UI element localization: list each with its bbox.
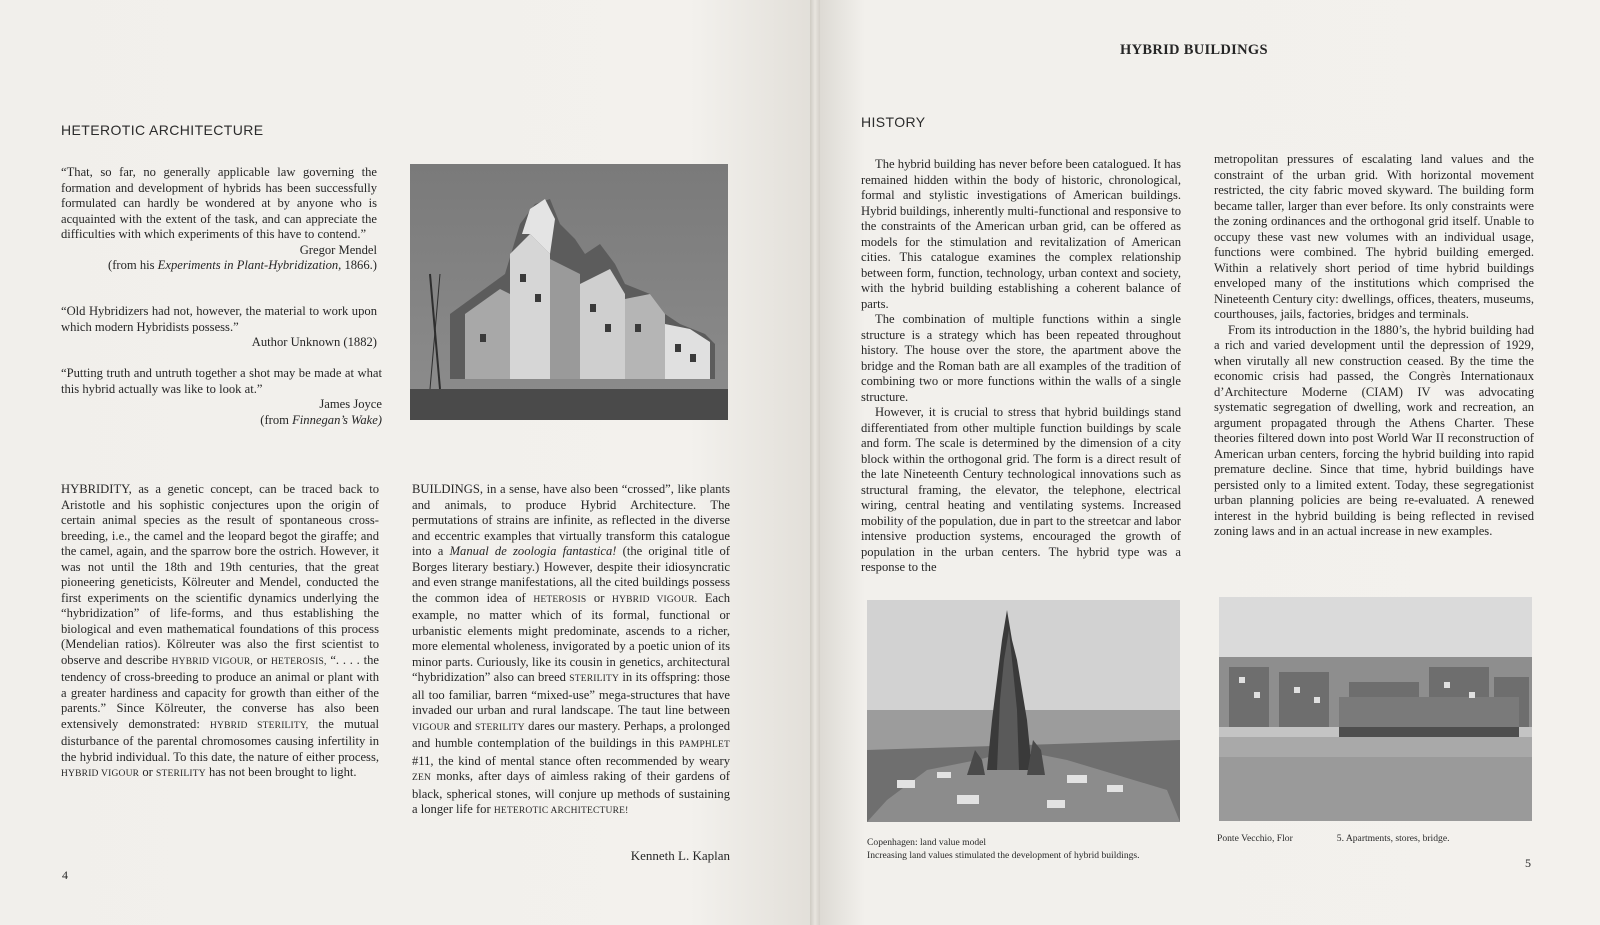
section-title-history: HISTORY [861, 114, 926, 130]
grain-elevator-photo [410, 164, 728, 420]
hybridity-column: HYBRIDITY, as a genetic concept, can be traced back to Aristotle and his sophistic conjectures upon the origin of certain animal species as the result of spontaneous cross-breeding, i.e., the camel and the leopard begot the giraffe; and the camel, again, and the sparrow bore the ostrich. However, it was not until the 18th and 19th centuries, that the great pioneering geneticists, Kölreuter and Mendel, conducted the first experiments on the scientific dynamics underlying the “hybridization” of life-forms, and thus establishing the biological and even mathematical foundations of this process (Mendelian ratios). Kölreuter was also the first scientist to observe and describe HYBRID VIGOUR, or HETEROSIS, “. . . . the tendency of cross-breeding to produce an animal or plant with a greater hardiness and capacity for growth than either of the parents.” Since Kölreuter, the converse has also been extensively demonstrated: HYBRID STERILITY, the mutual disturbance of the parental chromosomes causing infertility in the hybrid individual. To this date, the nature of either process, HYBRID VIGOUR or STERILITY has not been brought to light. [61, 482, 379, 779]
copenhagen-model-photo [867, 600, 1180, 822]
paragraph: The hybrid building has never before been catalogued. It has remained hidden within the body of historic, chronological, formal and stylistic investigations of American buildings. Hybrid buildings, inherently multi-functional and responsive to the constraints of the American urban grid, can be offered as models for the stimulation and revitalization of American cities. This catalogue examines the complex relationship between form, function, technology, urban context and society, with the hybrid building establishing a coherent balance of parts. [861, 157, 1181, 311]
quote-author: Gregor Mendel [299, 242, 377, 257]
quote-text: “That, so far, no generally applicable law governing the formation and development of hybrids has been successfully formulated can hardly be wondered at by anyone who is acquainted with the extent of the task, and can appreciate the difficulties with which experiments of this have to contend.” [61, 165, 377, 241]
history-column-1 [861, 157, 1181, 576]
quote-unknown [61, 304, 377, 351]
quote-source: (from Finnegan’s Wake) [260, 412, 382, 427]
paragraph: From its introduction in the 1880’s, the hybrid building had a rich and varied development until the depression of 1929, when virutally all new construction ceased. By the time the economic crisis had passed, the Congrès Internationaux d’Architecture Moderne (CIAM) IV was advocating systematic segregation of dwelling, work and recreation, an argument propagated through the Athens Charter. These theories filtered down into post World War II reconstruction of American urban centers, forcing the hybrid building into rapid premature decline. Since that time, hybrid buildings have persisted only to a limited extent. Today, these segregationist urban planning policies are being re-evaluated. A renewed interest in the hybrid building is being reflected in revised zoning laws and in an actual increase in new examples. [1214, 322, 1534, 538]
paragraph: The combination of multiple functions within a single structure is a strategy which has been repeated throughout history. The house over the store, the apartment above the bridge and the Roman bath are all examples of the tradition of combining two or more functions within the walls of a single structure. [861, 312, 1181, 404]
quote-source: (from his Experiments in Plant-Hybridization, 1866.) [108, 258, 377, 272]
quote-text: “Putting truth and untruth together a shot may be made at what this hybrid actually was like to look at.” [61, 366, 382, 396]
buildings-column: BUILDINGS, in a sense, have also been “crossed”, like plants and animals, to produce Hybrid Architecture. The permutations of strains are infinite, as reflected in the diverse and eccentric examples that virtually transform this catalogue into a Manual de zoologia fantastica! (the original title of Borges literary bestiary.) However, despite their idiosyncratic and even strange manifestations, all the cited buildings possess the common idea of HETEROSIS or HYBRID VIGOUR. Each example, no matter which of its formal, functional or urbanistic elements might predominate, ascends to a richer, more elemental wholeness, invigorated by a poetic union of its minor parts. Curiously, like its cousin in genetics, architectural “hybridization” also can breed STERILITY in its offspring: those all too familiar, barren “mixed-use” mega-structures that have invaded our urban and rural landscape. The taut line between VIGOUR and STERILITY dares our mastery. Perhaps, a prolonged and humble contemplation of the buildings in this PAMPHLET #11, the kind of mental stance often recommended by weary ZEN monks, after days of aimless raking of their gardens of black, spherical stones, will conjure up methods of sustaining a longer life for HETEROTIC ARCHITECTURE! [412, 482, 731, 816]
author-signature: Kenneth L. Kaplan [630, 848, 730, 863]
running-head: HYBRID BUILDINGS [1120, 42, 1268, 58]
section-title-heterotic: HETEROTIC ARCHITECTURE [61, 122, 264, 138]
paragraph: metropolitan pressures of escalating land values and the constraint of the urban grid. With horizontal movement restricted, the city fabric moved skyward. The building form became taller, larger than ever before. Its only constraints were the zoning ordinances and the orthogonal grid itself. Unable to occupy these vast new volumes with an individual usage, functions were combined. The hybrid building emerged. Within a relatively short period of time hybrid buildings enveloped many of the institutions which comprised the Nineteenth Century city: dwellings, offices, theaters, museums, courthouses, jails, factories, bridges and terminals. [1214, 152, 1534, 321]
caption-line: Copenhagen: land value model [867, 837, 987, 848]
page-number-right: 5 [1525, 856, 1531, 870]
quote-mendel [61, 165, 377, 274]
quote-author: Author Unknown (1882) [251, 335, 377, 349]
caption-copenhagen [867, 837, 1187, 862]
history-column-2 [1214, 152, 1534, 540]
book-spine [810, 0, 820, 925]
caption-ponte-vecchio: Ponte Vecchio, Flor 5. Apartments, stores, bridge. [1217, 833, 1450, 844]
paragraph: However, it is crucial to stress that hybrid buildings stand differentiated from other multiple function buildings by scale and form. The scale is determined by the dimension of a city block within the orthogonal grid. The form is a direct result of the late Nineteenth Century technological innovations such as structural framing, the elevator, the telephone, electrical wiring, central heating and ventilating systems. Increased mobility of the population, due in part to the streetcar and labor intensive production systems, encouraged the growth of population in the urban centers. The hybrid type was a response to the [861, 405, 1181, 574]
quote-author: James Joyce [319, 397, 382, 411]
quote-joyce [61, 366, 382, 428]
quote-text: “Old Hybridizers had not, however, the material to work upon which modern Hybridists possess.” [61, 304, 377, 334]
page-number-left: 4 [62, 868, 68, 882]
ponte-vecchio-photo [1219, 597, 1532, 821]
caption-line: Increasing land values stimulated the development of hybrid buildings. [867, 849, 1140, 861]
